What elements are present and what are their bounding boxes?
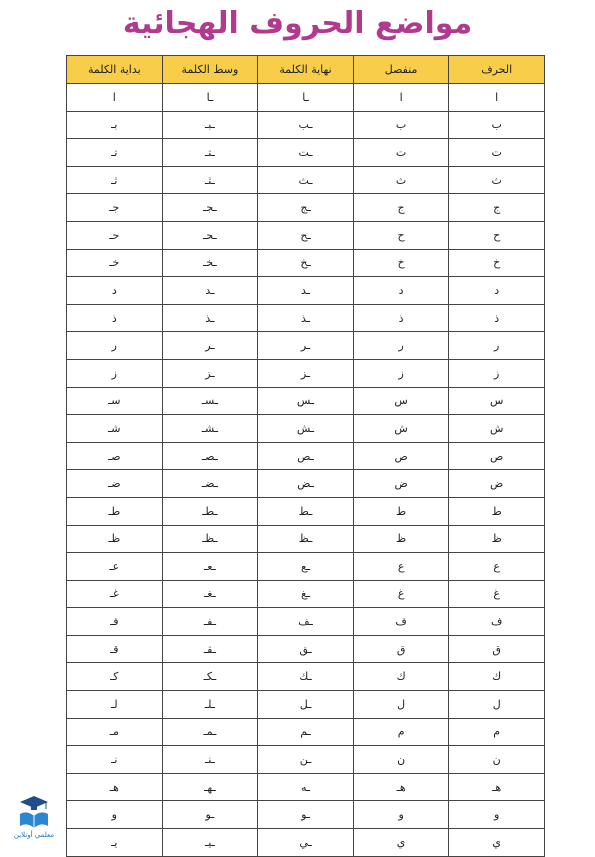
cell-final: ـخ <box>258 249 354 277</box>
cell-initial: ثـ <box>67 166 163 194</box>
header-isolated: منفصل <box>353 56 449 84</box>
cell-letter: د <box>449 277 545 305</box>
cell-isolated: ح <box>353 221 449 249</box>
cell-medial: ـجـ <box>162 194 258 222</box>
cell-letter: ت <box>449 139 545 167</box>
cell-letter: ص <box>449 442 545 470</box>
cell-medial: ـا <box>162 84 258 112</box>
cell-isolated: ت <box>353 139 449 167</box>
cell-isolated: ع <box>353 553 449 581</box>
page-title: مواضع الحروف الهجائية <box>122 6 473 41</box>
table-row <box>67 194 545 222</box>
cell-final: ـز <box>258 359 354 387</box>
table-row <box>67 359 545 387</box>
cell-initial: ذ <box>67 304 163 332</box>
table-row <box>67 470 545 498</box>
cell-isolated: هـ <box>353 773 449 801</box>
cell-isolated: ق <box>353 635 449 663</box>
cell-final: ـم <box>258 718 354 746</box>
cell-letter: ط <box>449 497 545 525</box>
table-row <box>67 635 545 663</box>
cell-medial: ـسـ <box>162 387 258 415</box>
cell-medial: ـلـ <box>162 691 258 719</box>
cell-final: ـع <box>258 553 354 581</box>
cell-initial: ر <box>67 332 163 360</box>
cell-isolated: ر <box>353 332 449 360</box>
cell-letter: ض <box>449 470 545 498</box>
table-row <box>67 111 545 139</box>
cell-medial: ـد <box>162 277 258 305</box>
cell-initial: سـ <box>67 387 163 415</box>
cell-isolated: ص <box>353 442 449 470</box>
cell-initial: د <box>67 277 163 305</box>
table-header-row <box>67 56 545 84</box>
cell-letter: ع <box>449 553 545 581</box>
cell-isolated: ش <box>353 415 449 443</box>
cell-final: ـق <box>258 635 354 663</box>
header-initial: بداية الكلمة <box>67 56 163 84</box>
cell-medial: ـز <box>162 359 258 387</box>
cell-letter: ق <box>449 635 545 663</box>
cell-isolated: ط <box>353 497 449 525</box>
header-medial: وسط الكلمة <box>162 56 258 84</box>
table-row <box>67 166 545 194</box>
table-row <box>67 608 545 636</box>
cell-letter: ظ <box>449 525 545 553</box>
table-row <box>67 773 545 801</box>
cell-medial: ـغـ <box>162 580 258 608</box>
cell-letter: ي <box>449 829 545 857</box>
table-row <box>67 442 545 470</box>
cell-medial: ـضـ <box>162 470 258 498</box>
cell-initial: عـ <box>67 553 163 581</box>
cell-letter: خ <box>449 249 545 277</box>
cell-final: ـظ <box>258 525 354 553</box>
cell-initial: ا <box>67 84 163 112</box>
table-row <box>67 553 545 581</box>
cell-final: ـت <box>258 139 354 167</box>
cell-letter: ح <box>449 221 545 249</box>
cell-isolated: ل <box>353 691 449 719</box>
cell-letter: ن <box>449 746 545 774</box>
cell-isolated: م <box>353 718 449 746</box>
cell-final: ـل <box>258 691 354 719</box>
cell-final: ـو <box>258 801 354 829</box>
cell-final: ـس <box>258 387 354 415</box>
cell-medial: ـقـ <box>162 635 258 663</box>
cell-medial: ـشـ <box>162 415 258 443</box>
table-row <box>67 801 545 829</box>
cell-final: ـح <box>258 221 354 249</box>
cell-isolated: ج <box>353 194 449 222</box>
cell-final: ـن <box>258 746 354 774</box>
table-row <box>67 497 545 525</box>
cell-medial: ـعـ <box>162 553 258 581</box>
cell-medial: ـو <box>162 801 258 829</box>
cell-final: ـد <box>258 277 354 305</box>
cell-final: ـش <box>258 415 354 443</box>
cell-final: ـا <box>258 84 354 112</box>
letters-table <box>66 55 545 857</box>
cell-initial: طـ <box>67 497 163 525</box>
cell-medial: ـصـ <box>162 442 258 470</box>
cell-letter: ز <box>449 359 545 387</box>
cell-letter: غ <box>449 580 545 608</box>
cell-medial: ـيـ <box>162 829 258 857</box>
cell-medial: ـبـ <box>162 111 258 139</box>
table-row <box>67 84 545 112</box>
cell-final: ـف <box>258 608 354 636</box>
cell-final: ـذ <box>258 304 354 332</box>
cell-initial: يـ <box>67 829 163 857</box>
table-row <box>67 332 545 360</box>
table-body <box>67 84 545 857</box>
cell-initial: تـ <box>67 139 163 167</box>
cell-letter: ب <box>449 111 545 139</box>
header-letter: الحرف <box>449 56 545 84</box>
cell-medial: ـظـ <box>162 525 258 553</box>
cell-medial: ـمـ <box>162 718 258 746</box>
table-row <box>67 139 545 167</box>
cell-medial: ـحـ <box>162 221 258 249</box>
cell-isolated: ب <box>353 111 449 139</box>
table-row <box>67 304 545 332</box>
cell-initial: ضـ <box>67 470 163 498</box>
cell-medial: ـنـ <box>162 746 258 774</box>
cell-final: ـث <box>258 166 354 194</box>
cell-isolated: ث <box>353 166 449 194</box>
cell-initial: شـ <box>67 415 163 443</box>
cell-initial: كـ <box>67 663 163 691</box>
cell-initial: هـ <box>67 773 163 801</box>
cell-medial: ـخـ <box>162 249 258 277</box>
cell-medial: ـكـ <box>162 663 258 691</box>
cell-medial: ـذ <box>162 304 258 332</box>
cell-final: ـغ <box>258 580 354 608</box>
table-row <box>67 387 545 415</box>
cell-initial: غـ <box>67 580 163 608</box>
cell-final: ـك <box>258 663 354 691</box>
table-row <box>67 525 545 553</box>
cell-final: ـب <box>258 111 354 139</box>
cell-medial: ـطـ <box>162 497 258 525</box>
cell-initial: ز <box>67 359 163 387</box>
cell-final: ـي <box>258 829 354 857</box>
cell-medial: ـفـ <box>162 608 258 636</box>
cell-initial: ظـ <box>67 525 163 553</box>
cell-isolated: ز <box>353 359 449 387</box>
cell-initial: حـ <box>67 221 163 249</box>
cell-letter: ك <box>449 663 545 691</box>
cell-final: ـر <box>258 332 354 360</box>
table-row <box>67 580 545 608</box>
cell-isolated: ن <box>353 746 449 774</box>
cell-isolated: غ <box>353 580 449 608</box>
cell-initial: فـ <box>67 608 163 636</box>
cell-medial: ـتـ <box>162 139 258 167</box>
cell-isolated: ا <box>353 84 449 112</box>
cell-letter: و <box>449 801 545 829</box>
cell-letter: ا <box>449 84 545 112</box>
table-row <box>67 663 545 691</box>
cell-isolated: د <box>353 277 449 305</box>
cell-initial: خـ <box>67 249 163 277</box>
cell-letter: ر <box>449 332 545 360</box>
cell-final: ـض <box>258 470 354 498</box>
cell-isolated: خ <box>353 249 449 277</box>
table-row <box>67 277 545 305</box>
cell-final: ـص <box>258 442 354 470</box>
cell-final: ـج <box>258 194 354 222</box>
table-row <box>67 221 545 249</box>
cell-isolated: س <box>353 387 449 415</box>
cell-initial: قـ <box>67 635 163 663</box>
table-row <box>67 718 545 746</box>
cell-isolated: ي <box>353 829 449 857</box>
cell-letter: ف <box>449 608 545 636</box>
cell-final: ـه <box>258 773 354 801</box>
cell-final: ـط <box>258 497 354 525</box>
cell-medial: ـثـ <box>162 166 258 194</box>
table-row <box>67 829 545 857</box>
cell-letter: هـ <box>449 773 545 801</box>
cell-initial: لـ <box>67 691 163 719</box>
cell-letter: ل <box>449 691 545 719</box>
cell-isolated: ظ <box>353 525 449 553</box>
table-row <box>67 415 545 443</box>
cell-initial: و <box>67 801 163 829</box>
cell-letter: ذ <box>449 304 545 332</box>
graduation-book-icon <box>14 792 54 832</box>
table-row <box>67 691 545 719</box>
logo-text: معلمي أونلاين <box>13 831 55 839</box>
cell-initial: بـ <box>67 111 163 139</box>
cell-letter: ش <box>449 415 545 443</box>
cell-letter: م <box>449 718 545 746</box>
cell-initial: نـ <box>67 746 163 774</box>
cell-medial: ـر <box>162 332 258 360</box>
cell-initial: مـ <box>67 718 163 746</box>
cell-initial: صـ <box>67 442 163 470</box>
table-row <box>67 746 545 774</box>
cell-isolated: ف <box>353 608 449 636</box>
table-row <box>67 249 545 277</box>
cell-medial: ـهـ <box>162 773 258 801</box>
cell-isolated: و <box>353 801 449 829</box>
cell-letter: ث <box>449 166 545 194</box>
header-final: نهاية الكلمة <box>258 56 354 84</box>
cell-isolated: ذ <box>353 304 449 332</box>
cell-isolated: ك <box>353 663 449 691</box>
cell-isolated: ض <box>353 470 449 498</box>
cell-initial: جـ <box>67 194 163 222</box>
cell-letter: ج <box>449 194 545 222</box>
cell-letter: س <box>449 387 545 415</box>
